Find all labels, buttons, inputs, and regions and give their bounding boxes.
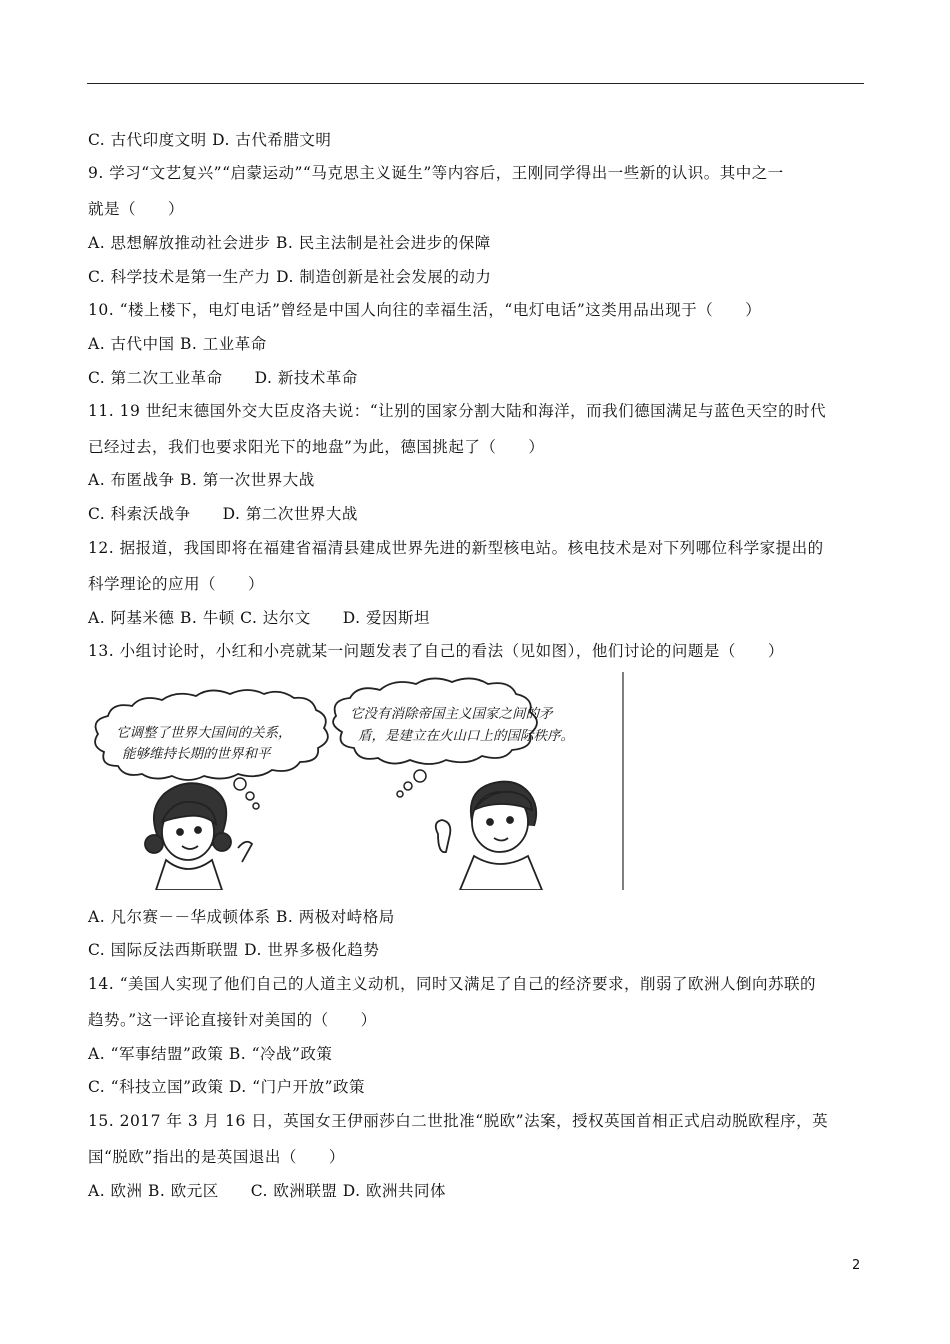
page-number: 2: [852, 1258, 861, 1273]
right-bubble-line-2: 盾，是建立在火山口上的国际秩序。: [358, 728, 574, 744]
question-12-line-2: 科学理论的应用（ ）: [88, 575, 265, 593]
cartoon-illustration: [88, 672, 626, 890]
question-11-line-1: 11. 19 世纪末德国外交大臣皮洛夫说：“让别的国家分割大陆和海洋，而我们德国满足与蓝色天空的时代: [88, 402, 827, 420]
question-15-line-1: 15. 2017 年 3 月 16 日，英国女王伊丽莎白二世批准“脱欧”法案，授权英国首相正式启动脱欧程序，英: [88, 1112, 829, 1130]
question-11-line-2: 已经过去，我们也要求阳光下的地盘”为此，德国挑起了（ ）: [88, 438, 545, 456]
left-bubble-line-2: 能够维持长期的世界和平: [122, 746, 271, 762]
option-line: A. 古代中国 B. 工业革命: [88, 335, 267, 353]
option-line: C. 科索沃战争 D. 第二次世界大战: [88, 505, 358, 523]
question-14-line-1: 14. “美国人实现了他们自己的人道主义动机，同时又满足了自己的经济要求，削弱了欧洲人倒向苏联的: [88, 975, 817, 993]
question-10-line: 10. “楼上楼下，电灯电话”曾经是中国人向往的幸福生活，“电灯电话”这类用品出现于（ ）: [88, 301, 762, 319]
option-line: C. 古代印度文明 D. 古代希腊文明: [88, 131, 332, 149]
option-line: A. 欧洲 B. 欧元区 C. 欧洲联盟 D. 欧洲共同体: [88, 1182, 447, 1200]
question-14-line-2: 趋势。”这一评论直接针对美国的（ ）: [88, 1011, 377, 1029]
boy-figure: [436, 782, 542, 890]
girl-figure: [145, 783, 252, 890]
option-line: A. 布匿战争 B. 第一次世界大战: [88, 471, 315, 489]
header-rule: [87, 83, 864, 84]
option-line: C. “科技立国”政策 D. “门户开放”政策: [88, 1078, 366, 1096]
question-12-line-1: 12. 据报道，我国即将在福建省福清县建成世界先进的新型核电站。核电技术是对下列哪位科学家提出的: [88, 539, 824, 557]
option-line: A. 凡尔赛－－华成顿体系 B. 两极对峙格局: [88, 908, 395, 926]
option-line: A. 思想解放推动社会进步 B. 民主法制是社会进步的保障: [88, 234, 491, 252]
option-line: A. 阿基米德 B. 牛顿 C. 达尔文 D. 爱因斯坦: [88, 609, 431, 627]
right-bubble-line-1: 它没有消除帝国主义国家之间的矛: [350, 706, 553, 722]
left-bubble-line-1: 它调整了世界大国间的关系，: [116, 725, 292, 741]
option-line: A. “军事结盟”政策 B. “冷战”政策: [88, 1045, 333, 1063]
question-15-line-2: 国“脱欧”指出的是英国退出（ ）: [88, 1148, 345, 1166]
question-13-line: 13. 小组讨论时，小红和小亮就某一问题发表了自己的看法（见如图），他们讨论的问题是（ ）: [88, 642, 784, 660]
question-9-line-2: 就是（ ）: [88, 200, 185, 218]
question-9-line-1: 9. 学习“文艺复兴”“启蒙运动”“马克思主义诞生”等内容后，王刚同学得出一些新的认识。其中之一: [88, 164, 784, 182]
option-line: C. 第二次工业革命 D. 新技术革命: [88, 369, 358, 387]
option-line: C. 国际反法西斯联盟 D. 世界多极化趋势: [88, 941, 380, 959]
cartoon-figure: [88, 672, 626, 890]
option-line: C. 科学技术是第一生产力 D. 制造创新是社会发展的动力: [88, 268, 492, 286]
